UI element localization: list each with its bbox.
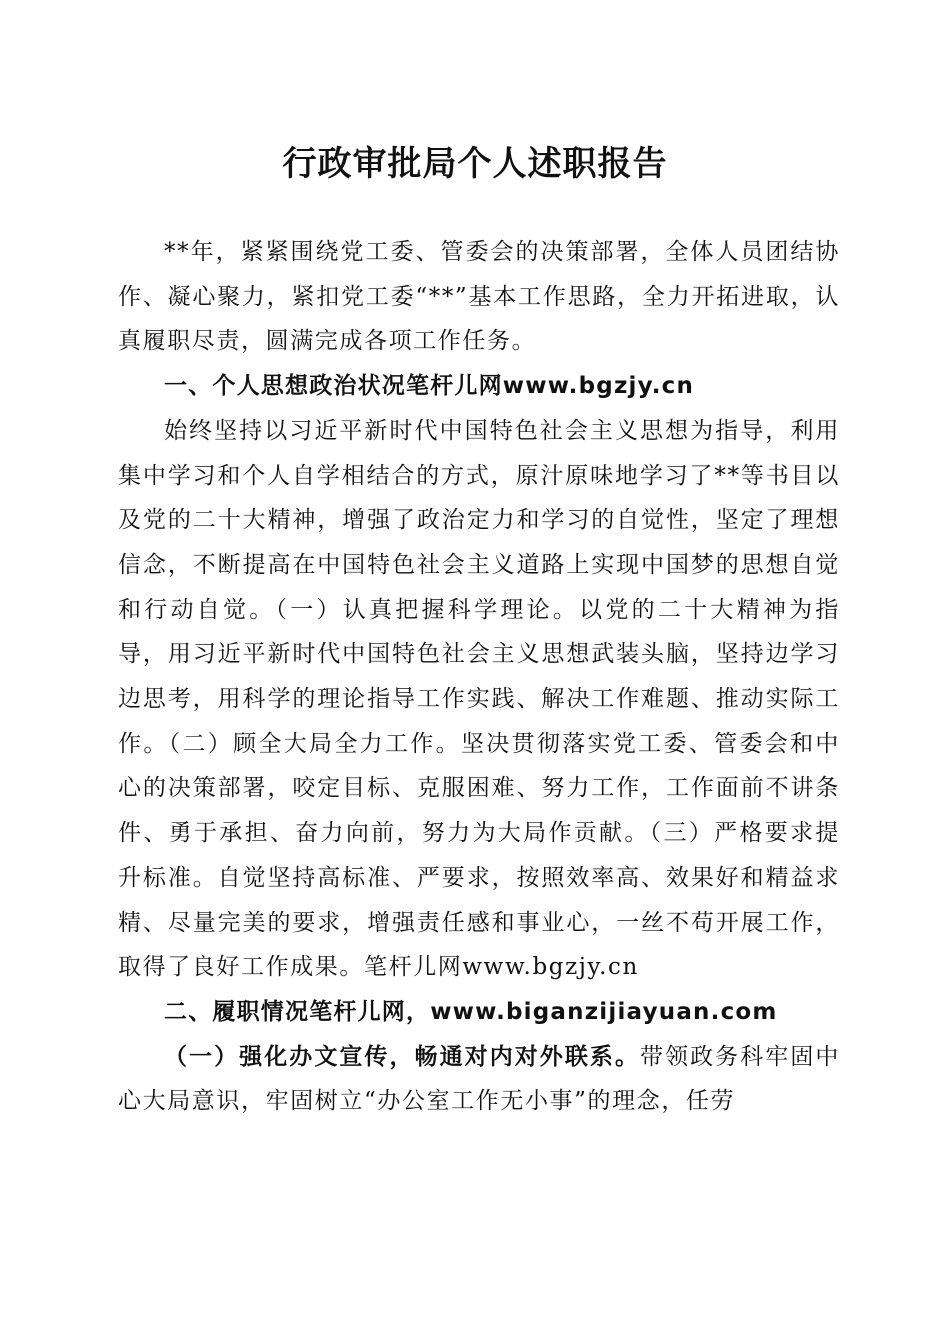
section1-heading: 一、个人思想政治状况笔杆儿网www.bgzjy.cn: [164, 373, 695, 400]
section1-paragraph: 始终坚持以习近平新时代中国特色社会主义思想为指导，利用集中学习和个人自学相结合的方式，原汁原味地学习了**等书目以及党的二十大精神，增强了政治定力和学习的自觉性，坚定了理想信念，不断提高在中国特色社会主义道路上实现中国梦的思想自觉和行动自觉。（一）认真把握科学理论。以党的二十大精神为指导，用习近平新时代中国特色社会主义思想武装头脑，坚持边学习边思考，用科学的理论指导工作实践、解决工作难题、推动实际工作。（二）顾全大局全力工作。坚决贯彻落实党工委、管委会和中心的决策部署，咬定目标、克服困难、努力工作，工作面前不讲条件、勇于承担、奋力向前，努力为大局作贡献。（三）严格要求提升标准。自觉坚持高标准、严要求，按照效率高、效果好和精益求精、尽量完美的要求，增强责任感和事业心，一丝不苟开展工作，取得了良好工作成果。笔杆儿网www.bgzjy.cn: [118, 417, 840, 981]
section2-sub1-paragraph: [118, 1035, 840, 1124]
section2-sub1-heading: （一）强化办文宣传，畅通对内对外联系。: [164, 1043, 641, 1070]
section2-sub1-text: 带领政务科牢固中心大局意识，牢固树立“办公室工作无小事”的理念，任劳: [118, 1043, 840, 1115]
document-body: [118, 230, 840, 1124]
section2-heading: 二、履职情况笔杆儿网，www.biganzijiayuan.com: [164, 998, 778, 1025]
document-title: 行政审批局个人述职报告: [282, 144, 668, 184]
intro-paragraph: **年，紧紧围绕党工委、管委会的决策部署，全体人员团结协作、凝心聚力，紧扣党工委“**”基本工作思路，全力开拓进取，认真履职尽责，圆满完成各项工作任务。: [118, 239, 840, 355]
